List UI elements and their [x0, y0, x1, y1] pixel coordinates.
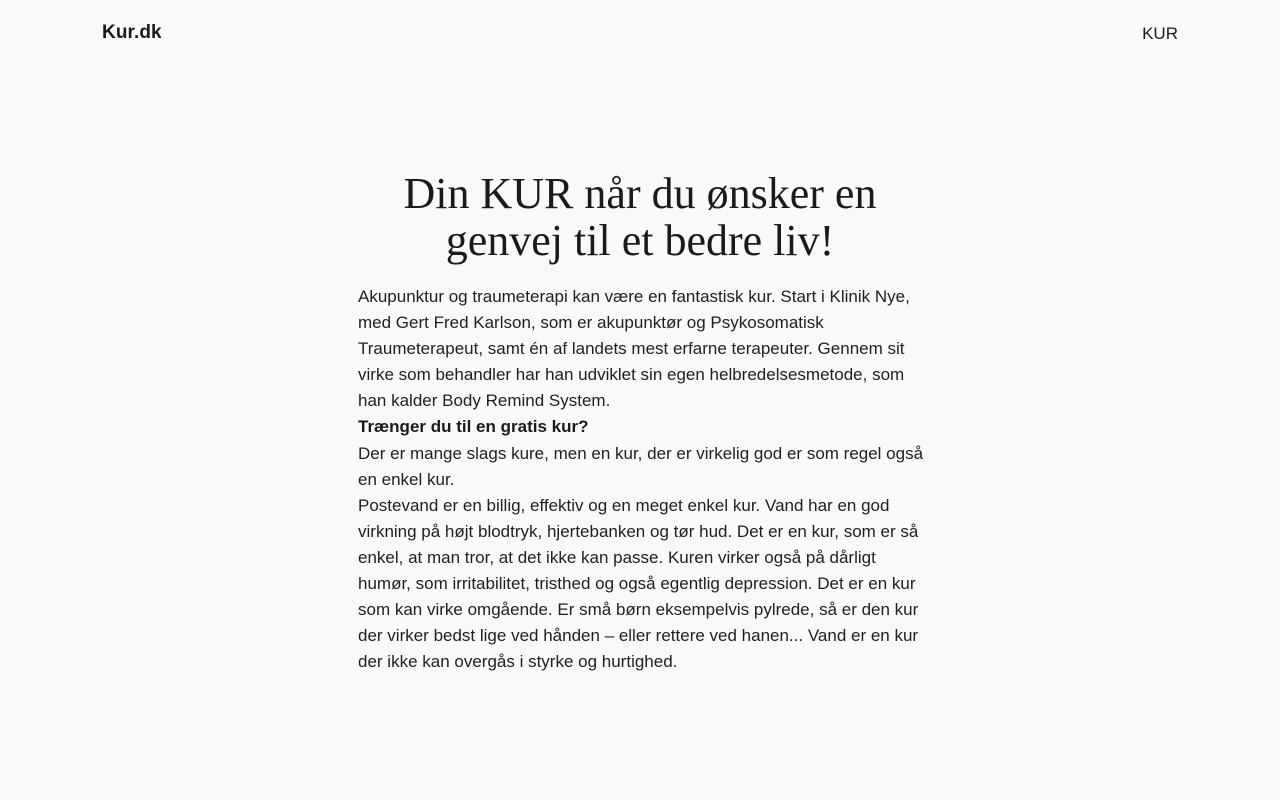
paragraph-3: Postevand er en billig, effektiv og en meget enkel kur. Vand har en god virkning på højt blodtryk, hjertebanken og tør hud. Det er en kur, som er så enkel, at man tror, at det ikke kan passe. Kuren virker også på dårligt humør, som irritabilitet, tristhed og også egentlig depression. Det er en kur som kan virke omgående. Er små børn eksempelvis pylrede, så er den kur der virker bedst lige ved hånden – eller rettere ved hanen... Vand er en kur der ikke kan overgås i styrke og hurtighed.	[358, 495, 919, 672]
question-heading: Trænger du til en gratis kur?	[358, 417, 589, 437]
site-logo-link[interactable]: Kur.dk	[102, 22, 162, 43]
article-body	[358, 284, 928, 675]
nav-link-kur[interactable]: KUR	[1142, 24, 1178, 43]
site-header	[0, 0, 1280, 70]
intro-paragraph: Akupunktur og traumeterapi kan være en fantastisk kur. Start i Klinik Nye, med Gert Fred Karlson, som er akupunktør og Psykosomatisk Traumeterapeut, samt én af landets mest erfarne terapeuter. Gennem sit virke som behandler har han udviklet sin egen helbredelsesmetode, som han kalder Body Remind System.	[358, 287, 910, 411]
paragraph-2: Der er mange slags kure, men en kur, der er virkelig god er som regel også en enkel kur.	[358, 443, 924, 489]
page-title: Din KUR når du ønsker en genvej til et bedre liv!	[403, 169, 877, 265]
